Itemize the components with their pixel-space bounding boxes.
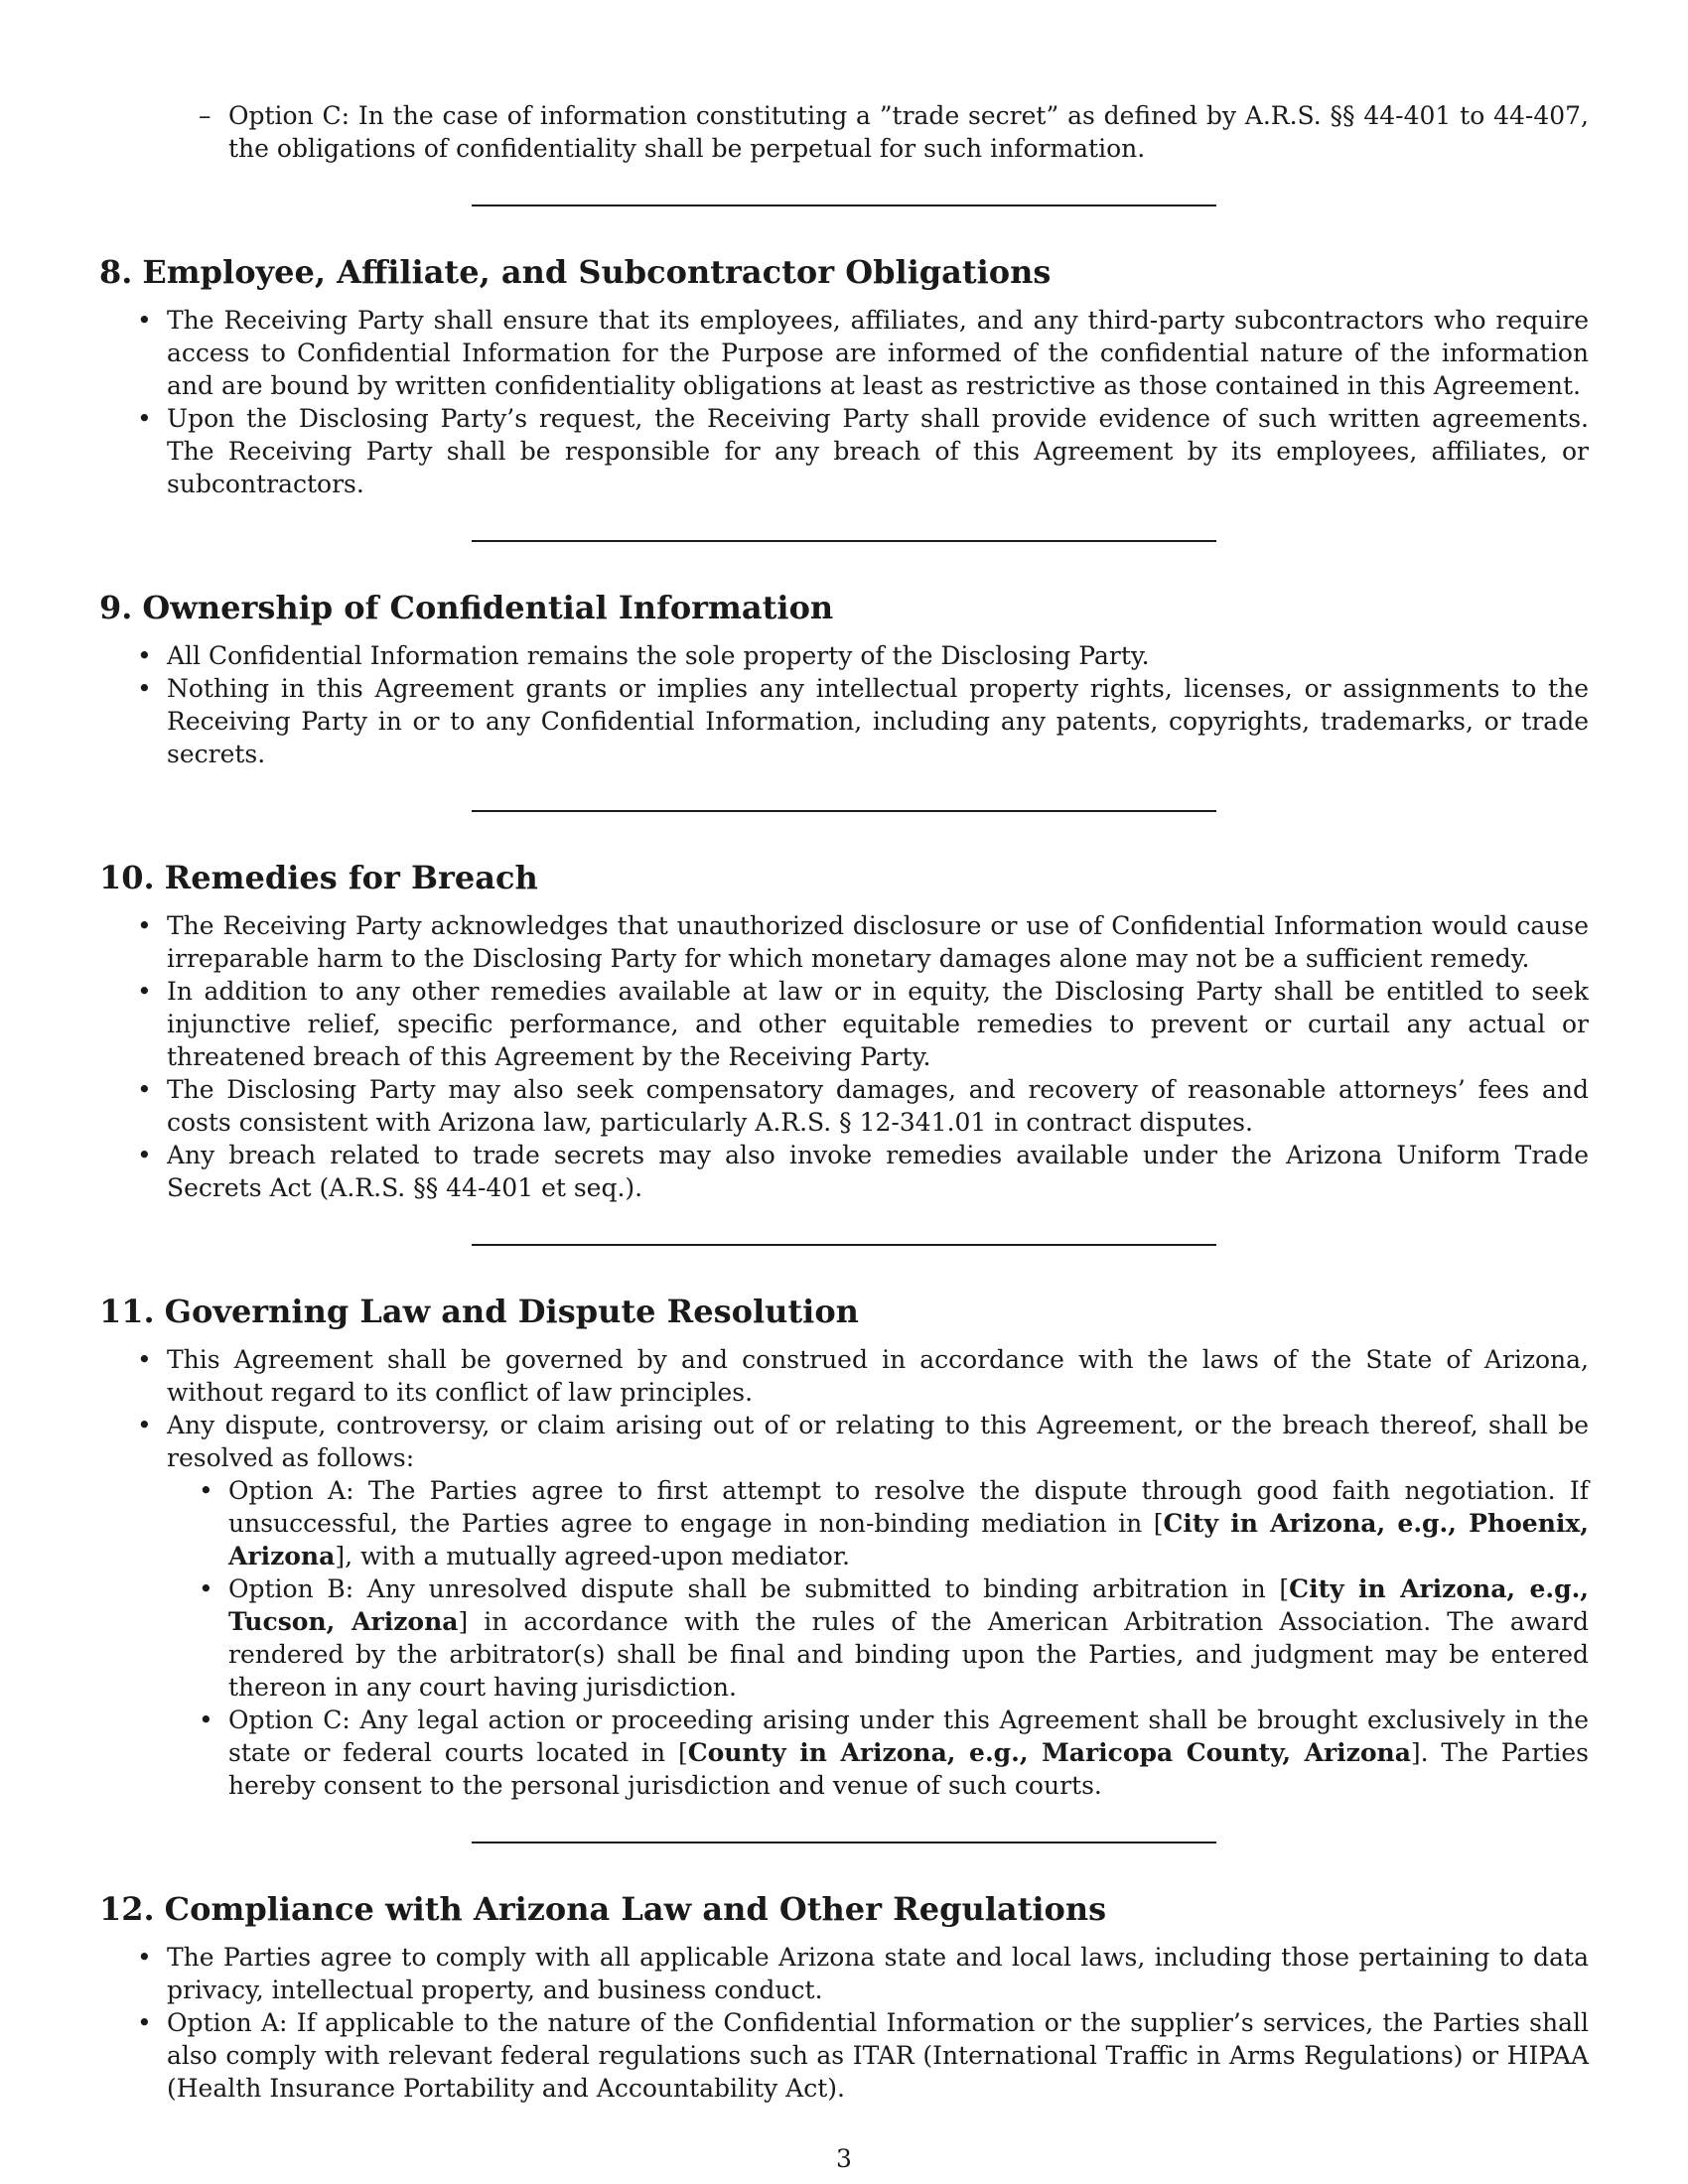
- option-text: Option A: The Parties agree to first attempt to resolve the dispute through good faith negotiation. If unsuccessful, the Parties agree to engage in non-binding mediation in [: [228, 1476, 1589, 1538]
- section-heading: [99, 252, 1589, 292]
- section-divider: [472, 205, 1216, 206]
- section-heading: [99, 588, 1589, 627]
- section-9: [99, 588, 1589, 770]
- section-number: 10.: [99, 859, 155, 896]
- section-title: Ownership of Confidential Information: [142, 589, 834, 626]
- section-number: 9.: [99, 589, 133, 626]
- list-item: [99, 1409, 1589, 1802]
- list-item: • All Confidential Information remains the sole property of the Disclosing Party.: [99, 639, 1589, 672]
- section-divider: [472, 810, 1216, 812]
- section-8: [99, 252, 1589, 500]
- section-divider: [472, 1244, 1216, 1246]
- list-item: • Option A: If applicable to the nature of the Confidential Information or the supplier’s services, the Parties shall also comply with relevant federal regulations such as ITAR (International Traffic in Arms Regulations) or HIPAA (Health Insurance Portability and Accountability Act).: [99, 2006, 1589, 2105]
- option-item: [99, 1704, 1589, 1802]
- dispute-options-list: [167, 1474, 1589, 1802]
- section-heading: [99, 1889, 1589, 1929]
- section-heading: [99, 858, 1589, 897]
- list-item: • The Receiving Party shall ensure that its employees, affiliates, and any third-party subcontractors who require access to Confidential Information for the Purpose are informed of the confidential nature of the information and are bound by written confidentiality obligations at least as restrictive as those contained in this Agreement.: [99, 304, 1589, 402]
- placeholder-location: City in Arizona, e.g., Phoenix, Arizona: [228, 1509, 1589, 1570]
- placeholder-location: City in Arizona, e.g., Tucson, Arizona: [228, 1574, 1590, 1636]
- option-text: ], with a mutually agreed-upon mediator.: [335, 1542, 850, 1570]
- option-text: Option C: Any legal action or proceeding arising under this Agreement shall be brought exclusively in the state or federal courts located in [: [228, 1706, 1589, 1767]
- option-text: ]. The Parties hereby consent to the personal jurisdiction and venue of such courts.: [228, 1738, 1589, 1800]
- section-heading: [99, 1292, 1589, 1331]
- list-item: • This Agreement shall be governed by and construed in accordance with the laws of the State of Arizona, without regard to its conflict of law principles.: [99, 1343, 1589, 1409]
- list-item: • Upon the Disclosing Party’s request, the Receiving Party shall provide evidence of such written agreements. The Receiving Party shall be responsible for any breach of this Agreement by its employees, affiliates, or subcontractors.: [99, 402, 1589, 500]
- section-11: [99, 1292, 1589, 1802]
- list-item: • The Disclosing Party may also seek compensatory damages, and recovery of reasonable attorneys’ fees and costs consistent with Arizona law, particularly A.R.S. § 12-341.01 in contract disputes.: [99, 1073, 1589, 1139]
- option-text: Option B: Any unresolved dispute shall be submitted to binding arbitration in [: [228, 1574, 1290, 1603]
- bullet-list: [99, 639, 1589, 770]
- section-title: Remedies for Breach: [164, 859, 538, 896]
- bullet-list: [99, 1343, 1589, 1802]
- bullet-list: [99, 909, 1589, 1204]
- section-divider: [472, 1842, 1216, 1843]
- option-item: [99, 1572, 1589, 1704]
- page-content: [99, 99, 1589, 2105]
- continued-options-list: [99, 99, 1589, 165]
- option-item: [99, 1474, 1589, 1572]
- section-12: [99, 1889, 1589, 2105]
- section-number: 8.: [99, 253, 133, 291]
- section-number: 12.: [99, 1890, 155, 1928]
- bullet-list: [99, 304, 1589, 500]
- placeholder-location: County in Arizona, e.g., Maricopa County, Arizona: [687, 1738, 1411, 1767]
- section-title: Compliance with Arizona Law and Other Regulations: [164, 1890, 1107, 1928]
- section-title: Governing Law and Dispute Resolution: [164, 1293, 859, 1330]
- list-item: • The Parties agree to comply with all applicable Arizona state and local laws, including those pertaining to data privacy, intellectual property, and business conduct.: [99, 1941, 1589, 2006]
- page-number: 3: [836, 2144, 852, 2173]
- option-item: – Option C: In the case of information constituting a ”trade secret” as defined by A.R.S. §§ 44-401 to 44-407, the obligations of confidentiality shall be perpetual for such information.: [99, 99, 1589, 165]
- list-item: • In addition to any other remedies available at law or in equity, the Disclosing Party shall be entitled to seek injunctive relief, specific performance, and other equitable remedies to prevent or curtail any actual or threatened breach of this Agreement by the Receiving Party.: [99, 975, 1589, 1073]
- section-title: Employee, Affiliate, and Subcontractor Obligations: [142, 253, 1052, 291]
- list-item: • Any breach related to trade secrets may also invoke remedies available under the Arizona Uniform Trade Secrets Act (A.R.S. §§ 44-401 et seq.).: [99, 1139, 1589, 1204]
- section-10: [99, 858, 1589, 1204]
- section-number: 11.: [99, 1293, 155, 1330]
- list-item: • Nothing in this Agreement grants or implies any intellectual property rights, licenses, or assignments to the Receiving Party in or to any Confidential Information, including any patents, copyrights, trademarks, or trade secrets.: [99, 672, 1589, 770]
- section-divider: [472, 540, 1216, 542]
- bullet-list: [99, 1941, 1589, 2105]
- option-text: ] in accordance with the rules of the American Arbitration Association. The award rendered by the arbitrator(s) shall be final and binding upon the Parties, and judgment may be entered thereon in any court having jurisdiction.: [228, 1607, 1589, 1702]
- list-item: • The Receiving Party acknowledges that unauthorized disclosure or use of Confidential Information would cause irreparable harm to the Disclosing Party for which monetary damages alone may not be a sufficient remedy.: [99, 909, 1589, 975]
- list-item-text: Any dispute, controversy, or claim arising out of or relating to this Agreement, or the breach thereof, shall be resolved as follows:: [167, 1411, 1589, 1472]
